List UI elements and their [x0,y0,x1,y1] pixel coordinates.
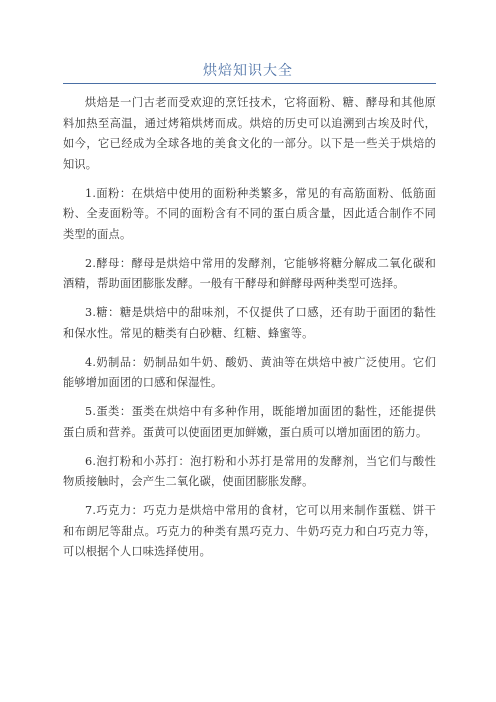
paragraph-flour: 1.面粉：在烘焙中使用的面粉种类繁多，常见的有高筋面粉、低筋面粉、全麦面粉等。不同的面粉含有不同的蛋白质含量，因此适合制作不同类型的面点。 [63,186,436,241]
title-divider [63,83,436,84]
paragraph-chocolate: 7.巧克力：巧克力是烘焙中常用的食材，它可以用来制作蛋糕、饼干和布朗尼等甜点。巧克力的种类有黑巧克力、牛奶巧克力和白巧克力等，可以根据个人口味选择使用。 [63,504,436,558]
paragraph-eggs: 5.蛋类：蛋类在烘焙中有多种作用，既能增加面团的黏性，还能提供蛋白质和营养。蛋黄可以使面团更加鲜嫩，蛋白质可以增加面团的筋力。 [63,405,436,439]
paragraph-yeast: 2.酵母：酵母是烘焙中常用的发酵剂，它能够将糖分解成二氧化碳和酒精，帮助面团膨胀发酵。一般有干酵母和鲜酵母两种类型可选择。 [63,256,436,290]
document-body [63,93,436,571]
page-title: 烘焙知识大全 [203,63,293,79]
paragraph-sugar: 3.糖：糖是烘焙中的甜味剂，不仅提供了口感，还有助于面团的黏性和保水性。常见的糖类有白砂糖、红糖、蜂蜜等。 [63,306,436,340]
paragraph-dairy: 4.奶制品：奶制品如牛奶、酸奶、黄油等在烘焙中被广泛使用。它们能够增加面团的口感和保湿性。 [63,355,436,389]
intro-paragraph: 烘焙是一门古老而受欢迎的烹饪技术，它将面粉、糖、酵母和其他原料加热至高温，通过烤箱烘烤而成。烘焙的历史可以追溯到古埃及时代，如今，它已经成为全球各地的美食文化的一部分。以下是一些关于烘焙的知识。 [63,96,436,171]
paragraph-leavening: 6.泡打粉和小苏打：泡打粉和小苏打是常用的发酵剂，当它们与酸性物质接触时，会产生二氧化碳，使面团膨胀发酵。 [63,454,436,488]
